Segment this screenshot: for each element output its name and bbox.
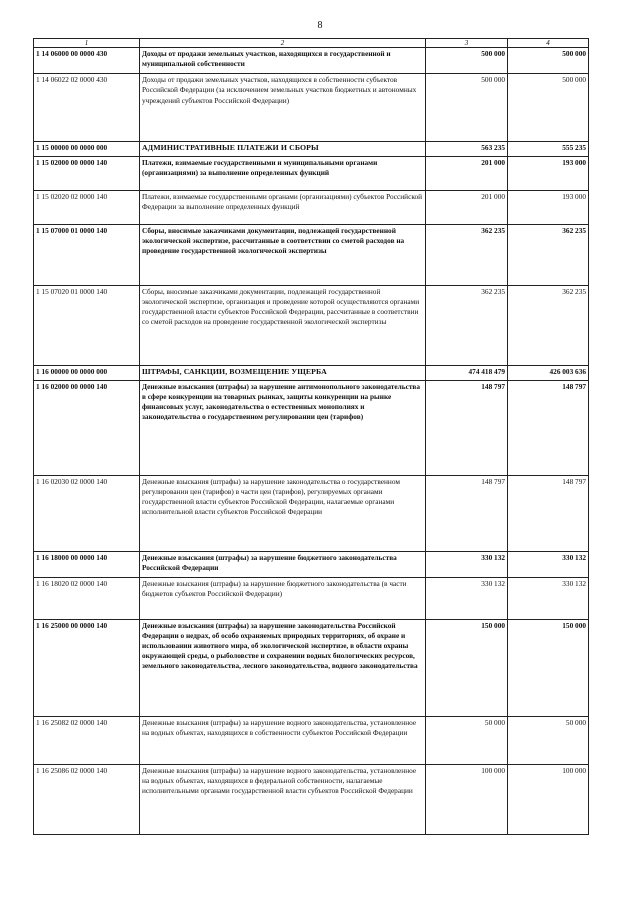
amount-column-3: 150 000	[426, 619, 508, 716]
amount-column-4: 148 797	[508, 475, 589, 551]
table-row	[34, 764, 589, 834]
amount-column-4: 362 235	[508, 225, 589, 286]
amount-column-3: 201 000	[426, 157, 508, 191]
classification-code: 1 16 25086 02 0000 140	[34, 764, 140, 834]
revenue-name: Денежные взыскания (штрафы) за нарушение антимонопольного законодательства в сфере конкуренции на товарных рынках, защиты конкуренции на рынке финансовых услуг, законодательства о естественных монополиях и законодательства о государственном регулировании цен (тарифов)	[140, 380, 426, 475]
amount-column-4: 330 132	[508, 577, 589, 619]
classification-code: 1 16 02030 02 0000 140	[34, 475, 140, 551]
classification-code: 1 16 00000 00 0000 000	[34, 366, 140, 381]
table-body	[34, 39, 589, 835]
table-row	[34, 475, 589, 551]
amount-column-4: 500 000	[508, 48, 589, 74]
column-number: 4	[508, 39, 589, 48]
revenue-name: АДМИНИСТРАТИВНЫЕ ПЛАТЕЖИ И СБОРЫ	[140, 142, 426, 157]
revenue-name: Денежные взыскания (штрафы) за нарушение законодательства о государственном регулировании цен (тарифов) в части цен (тарифов), регулируемых органами государственной власти субъектов Российской Федерации, налагаемые органами исполнительной власти субъектов Российской Федерации	[140, 475, 426, 551]
amount-column-3: 362 235	[426, 225, 508, 286]
column-number: 2	[140, 39, 426, 48]
classification-code: 1 14 06022 02 0000 430	[34, 74, 140, 142]
amount-column-4: 193 000	[508, 157, 589, 191]
amount-column-3: 148 797	[426, 380, 508, 475]
classification-code: 1 16 25000 00 0000 140	[34, 619, 140, 716]
table-row	[34, 157, 589, 191]
classification-code: 1 16 18020 02 0000 140	[34, 577, 140, 619]
amount-column-3: 500 000	[426, 74, 508, 142]
classification-code: 1 16 02000 00 0000 140	[34, 380, 140, 475]
table-row	[34, 225, 589, 286]
amount-column-4: 362 235	[508, 286, 589, 366]
classification-code: 1 15 00000 00 0000 000	[34, 142, 140, 157]
amount-column-4: 193 000	[508, 191, 589, 225]
table-row	[34, 716, 589, 764]
budget-revenue-table	[33, 38, 589, 835]
revenue-name: Денежные взыскания (штрафы) за нарушение бюджетного законодательства (в части бюджетов субъектов Российской Федерации)	[140, 577, 426, 619]
revenue-name: Денежные взыскания (штрафы) за нарушение бюджетного законодательства Российской Федерации	[140, 551, 426, 577]
table-row	[34, 577, 589, 619]
revenue-name: Доходы от продажи земельных участков, находящихся в государственной и муниципальной собственности	[140, 48, 426, 74]
column-number: 3	[426, 39, 508, 48]
table-row	[34, 551, 589, 577]
amount-column-4: 330 132	[508, 551, 589, 577]
amount-column-4: 555 235	[508, 142, 589, 157]
revenue-name: Денежные взыскания (штрафы) за нарушение законодательства Российской Федерации о недрах, об особо охраняемых природных территориях, об охране и использовании животного мира, об экологической экспертизе, в области охраны окружающей среды, о рыболовстве и сохранении водных биологических ресурсов, земельного законодательства, лесного законодательства, водного законодательства	[140, 619, 426, 716]
table-row	[34, 48, 589, 74]
amount-column-3: 148 797	[426, 475, 508, 551]
page-number: 8	[317, 20, 323, 31]
amount-column-4: 50 000	[508, 716, 589, 764]
amount-column-4: 500 000	[508, 74, 589, 142]
amount-column-4: 148 797	[508, 380, 589, 475]
table-row	[34, 286, 589, 366]
revenue-name: Денежные взыскания (штрафы) за нарушение водного законодательства, установленное на водных объектах, находящихся в федеральной собственности, налагаемые исполнительными органами государственной власти субъектов Российской Федерации	[140, 764, 426, 834]
column-number: 1	[34, 39, 140, 48]
classification-code: 1 14 06000 00 0000 430	[34, 48, 140, 74]
table-row	[34, 191, 589, 225]
table-row	[34, 619, 589, 716]
classification-code: 1 15 07000 01 0000 140	[34, 225, 140, 286]
amount-column-4: 150 000	[508, 619, 589, 716]
revenue-name: Платежи, взимаемые государственными органами (организациями) субъектов Российской Федерации за выполнение определенных функций	[140, 191, 426, 225]
classification-code: 1 15 07020 01 0000 140	[34, 286, 140, 366]
classification-code: 1 16 25082 02 0000 140	[34, 716, 140, 764]
amount-column-3: 563 235	[426, 142, 508, 157]
amount-column-3: 500 000	[426, 48, 508, 74]
table-row	[34, 74, 589, 142]
revenue-name: ШТРАФЫ, САНКЦИИ, ВОЗМЕЩЕНИЕ УЩЕРБА	[140, 366, 426, 381]
amount-column-3: 362 235	[426, 286, 508, 366]
revenue-name: Сборы, вносимые заказчиками документации, подлежащей государственной экологической экспертизе, рассчитанные в соответствии со сметой расходов на проведение государственной экологической экспертизы	[140, 225, 426, 286]
amount-column-3: 330 132	[426, 577, 508, 619]
revenue-name: Денежные взыскания (штрафы) за нарушение водного законодательства, установленное на водных объектах, находящихся в собственности субъектов Российской Федерации	[140, 716, 426, 764]
revenue-name: Платежи, взимаемые государственными и муниципальными органами (организациями) за выполнение определенных функций	[140, 157, 426, 191]
table-row	[34, 380, 589, 475]
revenue-name: Доходы от продажи земельных участков, находящихся в собственности субъектов Российской Федерации (за исключением земельных участков бюджетных и автономных учреждений субъектов Российской Федерации)	[140, 74, 426, 142]
amount-column-4: 100 000	[508, 764, 589, 834]
classification-code: 1 15 02020 02 0000 140	[34, 191, 140, 225]
table-row	[34, 366, 589, 381]
classification-code: 1 15 02000 00 0000 140	[34, 157, 140, 191]
revenue-name: Сборы, вносимые заказчиками документации, подлежащей государственной экологической экспертизе, организация и проведение которой осуществляются органами государственной власти субъектов Российской Федерации, рассчитанные в соответствии со сметой расходов на проведение государственной экологической экспертизы	[140, 286, 426, 366]
column-number-row	[34, 39, 589, 48]
amount-column-3: 330 132	[426, 551, 508, 577]
amount-column-3: 474 418 479	[426, 366, 508, 381]
classification-code: 1 16 18000 00 0000 140	[34, 551, 140, 577]
amount-column-4: 426 003 636	[508, 366, 589, 381]
table-row	[34, 142, 589, 157]
amount-column-3: 100 000	[426, 764, 508, 834]
amount-column-3: 201 000	[426, 191, 508, 225]
amount-column-3: 50 000	[426, 716, 508, 764]
